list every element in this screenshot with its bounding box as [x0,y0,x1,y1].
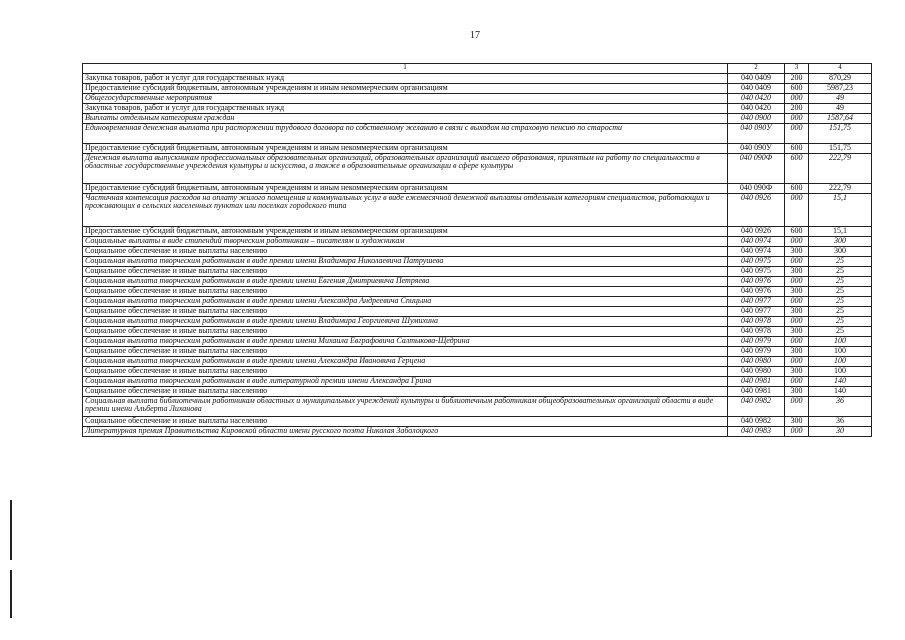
amount-cell: 5987,23 [809,84,872,94]
type-cell: 000 [785,237,809,247]
type-cell: 600 [785,184,809,194]
table-row [83,347,872,357]
type-cell: 000 [785,194,809,227]
item-name-cell: Частичная компенсация расходов на оплату жилого помещения и коммунальных услуг в виде ежемесячной денежной выплаты отдельным категориям специалистов, работающих и проживающих в сельских населенных пунктах или поселках городского типа [83,194,728,227]
code-cell: 040 0420 [728,94,785,104]
amount-cell: 222,79 [809,154,872,184]
code-cell: 040 0976 [728,287,785,297]
code-cell: 040 0926 [728,194,785,227]
code-cell: 040 0975 [728,267,785,277]
item-name-cell: Социальная выплата творческим работникам в виде премии имени Владимира Николаевича Патрушева [83,257,728,267]
code-cell: 040 0980 [728,367,785,377]
table-row [83,184,872,194]
table-row [83,367,872,377]
code-cell: 040 0977 [728,307,785,317]
amount-cell: 36 [809,417,872,427]
type-cell: 300 [785,417,809,427]
type-cell: 000 [785,124,809,144]
table-row [83,194,872,227]
scan-edge-mark [10,500,12,560]
code-cell: 040 090У [728,144,785,154]
table-row [83,307,872,317]
item-name-cell: Социальная выплата творческим работникам в виде литературной премии имени Александра Грина [83,377,728,387]
table-row [83,227,872,237]
table-row [83,317,872,327]
type-cell: 000 [785,427,809,437]
table-row [83,387,872,397]
item-name-cell: Социальное обеспечение и иные выплаты населению [83,287,728,297]
type-cell: 300 [785,387,809,397]
type-cell: 600 [785,154,809,184]
type-cell: 600 [785,227,809,237]
code-cell: 040 0900 [728,114,785,124]
amount-cell: 151,75 [809,144,872,154]
table-row [83,327,872,337]
table-row [83,257,872,267]
type-cell: 200 [785,74,809,84]
amount-cell: 25 [809,277,872,287]
item-name-cell: Предоставление субсидий бюджетным, автономным учреждениям и иным некоммерческим организациям [83,144,728,154]
table-row [83,267,872,277]
header-cell: 2 [728,64,785,74]
item-name-cell: Предоставление субсидий бюджетным, автономным учреждениям и иным некоммерческим организациям [83,227,728,237]
code-cell: 040 0981 [728,377,785,387]
table-row [83,297,872,307]
item-name-cell: Социальная выплата творческим работникам в виде премии имени Владимира Георгиевича Шумихина [83,317,728,327]
amount-cell: 25 [809,257,872,267]
type-cell: 000 [785,114,809,124]
amount-cell: 25 [809,297,872,307]
item-name-cell: Социальное обеспечение и иные выплаты населению [83,367,728,377]
code-cell: 040 0979 [728,347,785,357]
amount-cell: 100 [809,337,872,347]
amount-cell: 100 [809,347,872,357]
code-cell: 040 090Ф [728,184,785,194]
item-name-cell: Закупка товаров, работ и услуг для государственных нужд [83,74,728,84]
amount-cell: 870,29 [809,74,872,84]
type-cell: 000 [785,337,809,347]
table-row [83,104,872,114]
type-cell: 000 [785,257,809,267]
item-name-cell: Выплаты отдельным категориям граждан [83,114,728,124]
code-cell: 040 0420 [728,104,785,114]
table-row [83,124,872,144]
table-row [83,277,872,287]
amount-cell: 300 [809,247,872,257]
type-cell: 300 [785,307,809,317]
type-cell: 300 [785,267,809,277]
item-name-cell: Предоставление субсидий бюджетным, автономным учреждениям и иным некоммерческим организациям [83,84,728,94]
code-cell: 040 0926 [728,227,785,237]
item-name-cell: Социальная выплата творческим работникам в виде премии имени Евгения Дмитриевича Петряева [83,277,728,287]
type-cell: 300 [785,247,809,257]
amount-cell: 140 [809,387,872,397]
type-cell: 000 [785,357,809,367]
item-name-cell: Денежная выплата выпускникам профессиональных образовательных организаций, образовательных организаций высшего образования, принятым на работу по специальности в областные государственные учреждения культуры и искусства, а также в образовательные организации в сфере культуры [83,154,728,184]
item-name-cell: Социальное обеспечение и иные выплаты населению [83,387,728,397]
code-cell: 040 090У [728,124,785,144]
item-name-cell: Общегосударственные мероприятия [83,94,728,104]
table-row [83,417,872,427]
amount-cell: 300 [809,237,872,247]
amount-cell: 30 [809,427,872,437]
item-name-cell: Социальная выплата творческим работникам в виде премии имени Александра Ивановича Герцена [83,357,728,367]
item-name-cell: Социальные выплаты в виде стипендий творческим работникам – писателям и художникам [83,237,728,247]
table-row [83,144,872,154]
code-cell: 040 0982 [728,417,785,427]
item-name-cell: Социальное обеспечение и иные выплаты населению [83,417,728,427]
item-name-cell: Предоставление субсидий бюджетным, автономным учреждениям и иным некоммерческим организациям [83,184,728,194]
code-cell: 040 0975 [728,257,785,267]
amount-cell: 140 [809,377,872,387]
code-cell: 040 0981 [728,387,785,397]
table-row [83,397,872,417]
item-name-cell: Социальное обеспечение и иные выплаты населению [83,327,728,337]
code-cell: 040 0980 [728,357,785,367]
type-cell: 300 [785,287,809,297]
type-cell: 300 [785,327,809,337]
amount-cell: 25 [809,317,872,327]
table-row [83,357,872,367]
amount-cell: 15,1 [809,194,872,227]
type-cell: 000 [785,397,809,417]
budget-table [82,63,872,437]
amount-cell: 25 [809,327,872,337]
item-name-cell: Социальная выплата творческим работникам в виде премии имени Михаила Евграфовича Салтыкова-Щедрина [83,337,728,347]
table-row [83,247,872,257]
item-name-cell: Социальное обеспечение и иные выплаты населению [83,307,728,317]
amount-cell: 1587,64 [809,114,872,124]
table-row [83,74,872,84]
code-cell: 040 0983 [728,427,785,437]
type-cell: 000 [785,317,809,327]
table-header-row [83,64,872,74]
item-name-cell: Закупка товаров, работ и услуг для государственных нужд [83,104,728,114]
item-name-cell: Социальная выплата творческим работникам в виде премии имени Александра Андреевича Спицына [83,297,728,307]
item-name-cell: Социальное обеспечение и иные выплаты населению [83,347,728,357]
amount-cell: 222,79 [809,184,872,194]
table-row [83,154,872,184]
code-cell: 040 0974 [728,237,785,247]
code-cell: 040 0978 [728,327,785,337]
type-cell: 000 [785,377,809,387]
code-cell: 040 0409 [728,74,785,84]
amount-cell: 151,75 [809,124,872,144]
header-cell: 1 [83,64,728,74]
table-row [83,427,872,437]
type-cell: 300 [785,347,809,357]
amount-cell: 25 [809,267,872,277]
type-cell: 600 [785,84,809,94]
table-row [83,94,872,104]
table-row [83,287,872,297]
amount-cell: 36 [809,397,872,417]
type-cell: 200 [785,104,809,114]
item-name-cell: Социальная выплата библиотечным работникам областных и муниципальных учреждений культуры и библиотечным работникам общеобразовательных организаций области в виде премии имени Альберта Лиханова [83,397,728,417]
code-cell: 040 0979 [728,337,785,347]
table-row [83,237,872,247]
code-cell: 040 0977 [728,297,785,307]
table-row [83,337,872,347]
amount-cell: 49 [809,94,872,104]
page-number: 17 [470,30,480,41]
code-cell: 040 090Ф [728,154,785,184]
table-row [83,84,872,94]
amount-cell: 15,1 [809,227,872,237]
item-name-cell: Социальное обеспечение и иные выплаты населению [83,247,728,257]
header-cell: 4 [809,64,872,74]
type-cell: 000 [785,277,809,287]
type-cell: 000 [785,94,809,104]
header-cell: 3 [785,64,809,74]
code-cell: 040 0409 [728,84,785,94]
table-row [83,114,872,124]
amount-cell: 100 [809,367,872,377]
type-cell: 000 [785,297,809,307]
scan-edge-mark [10,570,12,618]
type-cell: 600 [785,144,809,154]
amount-cell: 100 [809,357,872,367]
amount-cell: 25 [809,287,872,297]
type-cell: 300 [785,367,809,377]
amount-cell: 49 [809,104,872,114]
code-cell: 040 0976 [728,277,785,287]
table-row [83,377,872,387]
code-cell: 040 0982 [728,397,785,417]
item-name-cell: Социальное обеспечение и иные выплаты населению [83,267,728,277]
item-name-cell: Литературная премия Правительства Кировской области имени русского поэта Николая Заболоцкого [83,427,728,437]
item-name-cell: Единовременная денежная выплата при расторжении трудового договора по собственному желанию в связи с выходом на страховую пенсию по старости [83,124,728,144]
amount-cell: 25 [809,307,872,317]
code-cell: 040 0974 [728,247,785,257]
code-cell: 040 0978 [728,317,785,327]
